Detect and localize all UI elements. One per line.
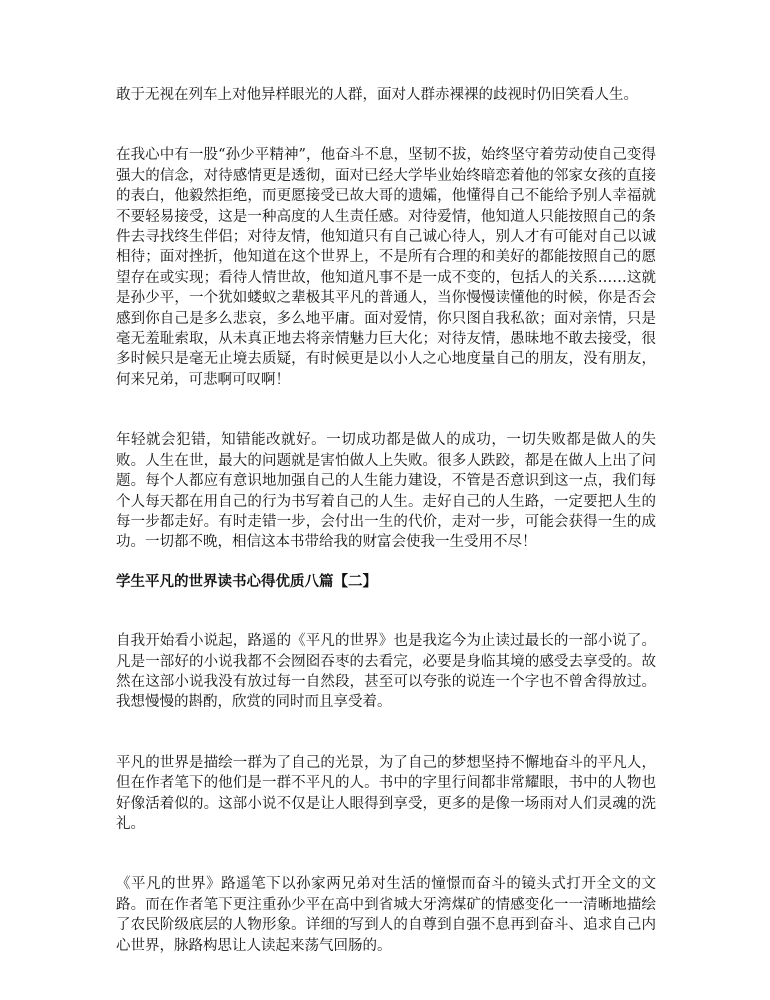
paragraph-2: 在我心中有一股“孙少平精神”，他奋斗不息，坚韧不拔，始终坚守着劳动使自己变得强大的信念，对待感情更是透彻，面对已经大学毕业始终暗恋着他的邻家女孩的直接的表白，他毅然拒绝，而更愿接受已故大哥的遗孀，他懂得自己不能给予别人幸福就不要轻易接受，这是一种高度的人生责任感。对待爱情，他知道人只能按照自己的条件去寻找终生伴侣；对待友情，他知道只有自己诚心待人，别人才有可能对自己以诚相待；面对挫折，他知道在这个世界上，不是所有合理的和美好的都能按照自己的愿望存在或实现；看待人情世故，他知道凡事不是一成不变的，包括人的关系……这就是孙少平，一个犹如蝼蚁之辈极其平凡的普通人，当你慢慢读懂他的时候，你是否会感到你自己是多么悲哀，多么地平庸。面对爱情，你只图自我私欲；面对亲情，只是毫无羞耻索取，从未真正地去将亲情魅力巨大化；对待友情，愚昧地不敢去接受，很多时候只是毫无止境去质疑，有时候更是以小人之心地度量自己的朋友，没有朋友，何来兄弟，可悲啊可叹啊！ bbox=[116, 147, 656, 388]
paragraph-5: 平凡的世界是描绘一群为了自己的光景，为了自己的梦想坚持不懈地奋斗的平凡人，但在作者笔下的他们是一群不平凡的人。书中的字里行间都非常耀眼，书中的人物也好像活着似的。这部小说不仅是让人眼得到享受，更多的是像一场雨对人们灵魂的洗礼。 bbox=[116, 754, 656, 832]
paragraph-1: 敢于无视在列车上对他异样眼光的人群，面对人群赤裸裸的歧视时仍旧笑看人生。 bbox=[116, 87, 638, 103]
paragraph-4: 自我开始看小说起，路遥的《平凡的世界》也是我迄今为止读过最长的一部小说了。凡是一部好的小说我都不会囫囵吞枣的去看完，必要是身临其境的感受去享受的。故然在这部小说我没有放过每一自然段，甚至可以夸张的说连一个字也不曾舍得放过。我想慢慢的斟酌，欣赏的同时而且享受着。 bbox=[116, 633, 656, 711]
section-heading: 学生平凡的世界读书心得优质八篇【二】 bbox=[116, 573, 377, 590]
document-page bbox=[116, 85, 656, 956]
paragraph-6: 《平凡的世界》路遥笔下以孙家两兄弟对生活的憧憬而奋斗的镜头式打开全文的文路。而在作者笔下更注重孙少平在高中到省城大牙湾煤矿的情感变化一一清晰地描绘了农民阶级底层的人物形象。详细的写到人的自尊到自强不息再到奋斗、追求自己内心世界，脉路构思让人读起来荡气回肠的。 bbox=[116, 876, 656, 954]
paragraph-3: 年轻就会犯错，知错能改就好。一切成功都是做人的成功，一切失败都是做人的失败。人生在世，最大的问题就是害怕做人上失败。很多人跌跤，都是在做人上出了问题。每个人都应有意识地加强自己的人生能力建设，不管是否意识到这一点，我们每个人每天都在用自己的行为书写着自己的人生。走好自己的人生路，一定要把人生的每一步都走好。有时走错一步，会付出一生的代价，走对一步，可能会获得一生的成功。一切都不晚，相信这本书带给我的财富会使我一生受用不尽！ bbox=[116, 432, 656, 551]
